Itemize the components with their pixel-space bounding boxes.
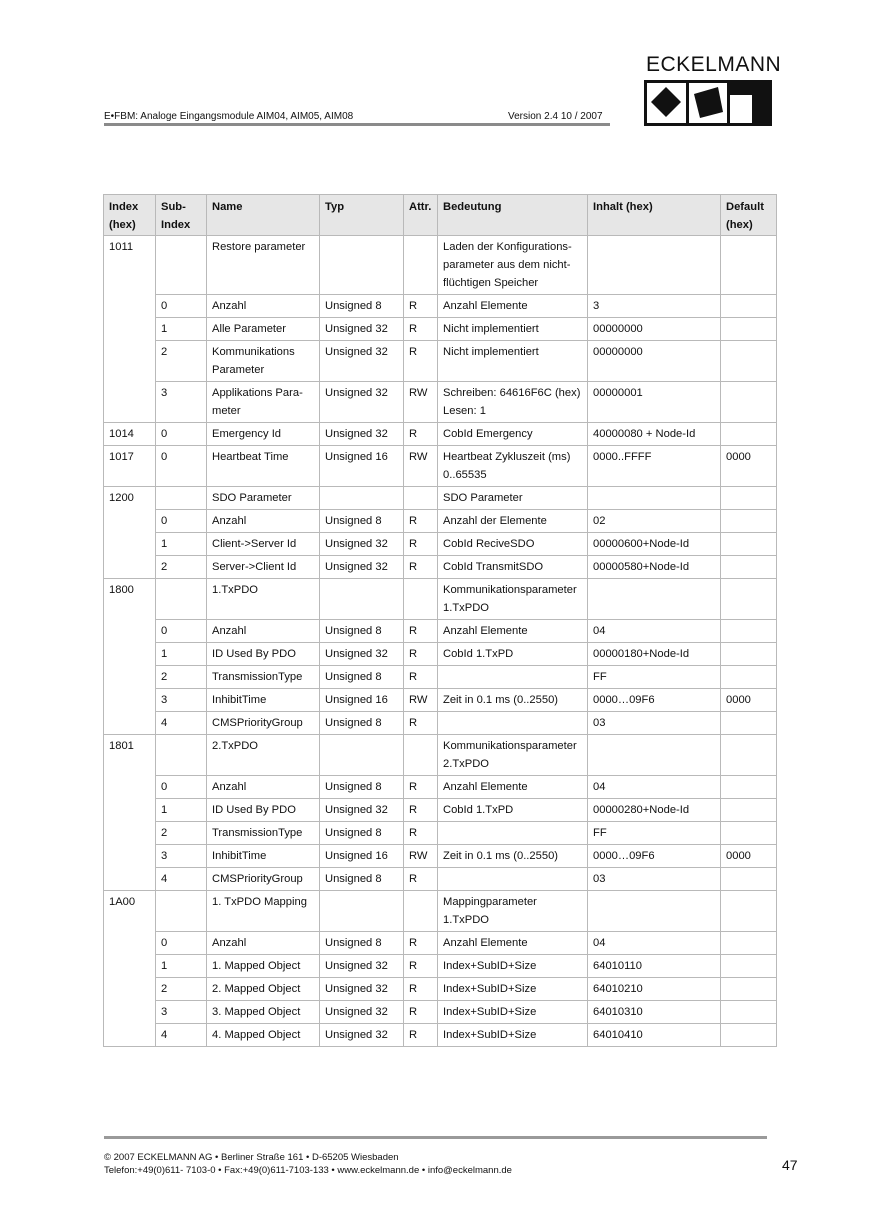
cell-index: 1014 <box>104 423 156 446</box>
cell-name: Server->Client Id <box>207 556 320 579</box>
cell-inhalt: 64010110 <box>588 955 721 978</box>
cell-default <box>721 620 777 643</box>
cell-inhalt: 03 <box>588 712 721 735</box>
table-row <box>104 776 777 799</box>
cell-default <box>721 341 777 382</box>
cell-attr: R <box>404 620 438 643</box>
cell-attr: R <box>404 295 438 318</box>
table-row <box>104 932 777 955</box>
cell-inhalt: 04 <box>588 620 721 643</box>
table-row <box>104 845 777 868</box>
table-row <box>104 955 777 978</box>
header-default: Default (hex) <box>721 195 777 236</box>
cell-sub: 0 <box>156 423 207 446</box>
cell-bedeutung: Index+SubID+Size <box>438 1024 588 1047</box>
cell-inhalt: 64010210 <box>588 978 721 1001</box>
cell-bedeutung: Index+SubID+Size <box>438 1001 588 1024</box>
cell-index <box>104 510 156 533</box>
cell-bedeutung: Index+SubID+Size <box>438 978 588 1001</box>
cell-attr <box>404 735 438 776</box>
cell-index: 1200 <box>104 487 156 510</box>
cell-default <box>721 955 777 978</box>
cell-default <box>721 556 777 579</box>
cell-sub: 0 <box>156 620 207 643</box>
cell-attr: R <box>404 341 438 382</box>
cell-bedeutung: Anzahl der Elemente <box>438 510 588 533</box>
cell-bedeutung: Anzahl Elemente <box>438 932 588 955</box>
cell-index <box>104 1024 156 1047</box>
cell-default <box>721 932 777 955</box>
cell-inhalt: 3 <box>588 295 721 318</box>
cell-inhalt: 04 <box>588 776 721 799</box>
cell-inhalt <box>588 735 721 776</box>
header-inhalt: Inhalt (hex) <box>588 195 721 236</box>
table-row <box>104 868 777 891</box>
eckelmann-logo-icon <box>644 80 772 126</box>
cell-name: Alle Parameter <box>207 318 320 341</box>
cell-index <box>104 776 156 799</box>
cell-index <box>104 978 156 1001</box>
cell-index <box>104 341 156 382</box>
cell-index: 1800 <box>104 579 156 620</box>
cell-name: 1. Mapped Object <box>207 955 320 978</box>
cell-name: TransmissionType <box>207 822 320 845</box>
cell-index: 1A00 <box>104 891 156 932</box>
cell-bedeutung: CobId 1.TxPD <box>438 799 588 822</box>
cell-default <box>721 735 777 776</box>
table-row <box>104 1001 777 1024</box>
cell-bedeutung: Nicht implementiert <box>438 318 588 341</box>
cell-attr: R <box>404 1001 438 1024</box>
cell-typ <box>320 236 404 295</box>
cell-sub: 4 <box>156 1024 207 1047</box>
cell-typ <box>320 579 404 620</box>
cell-typ: Unsigned 8 <box>320 776 404 799</box>
cell-index <box>104 643 156 666</box>
cell-name: Anzahl <box>207 510 320 533</box>
cell-typ: Unsigned 8 <box>320 712 404 735</box>
cell-sub: 3 <box>156 382 207 423</box>
cell-typ: Unsigned 32 <box>320 318 404 341</box>
table-row <box>104 712 777 735</box>
cell-name: Anzahl <box>207 620 320 643</box>
cell-default <box>721 487 777 510</box>
cell-sub: 2 <box>156 666 207 689</box>
cell-bedeutung: Kommunikationsparameter 1.TxPDO <box>438 579 588 620</box>
cell-typ <box>320 891 404 932</box>
cell-inhalt: 00000000 <box>588 318 721 341</box>
cell-attr: R <box>404 978 438 1001</box>
cell-index <box>104 845 156 868</box>
cell-attr <box>404 579 438 620</box>
table-row <box>104 689 777 712</box>
cell-typ: Unsigned 32 <box>320 955 404 978</box>
cell-index <box>104 666 156 689</box>
cell-inhalt <box>588 487 721 510</box>
cell-inhalt: 64010410 <box>588 1024 721 1047</box>
table-row <box>104 318 777 341</box>
cell-default <box>721 510 777 533</box>
cell-bedeutung: Anzahl Elemente <box>438 776 588 799</box>
table-row <box>104 423 777 446</box>
cell-typ: Unsigned 8 <box>320 295 404 318</box>
cell-name: ID Used By PDO <box>207 799 320 822</box>
cell-index <box>104 318 156 341</box>
cell-sub: 0 <box>156 776 207 799</box>
table-row <box>104 556 777 579</box>
cell-bedeutung: Zeit in 0.1 ms (0..2550) <box>438 845 588 868</box>
cell-name: Anzahl <box>207 932 320 955</box>
cell-index <box>104 382 156 423</box>
cell-inhalt: FF <box>588 666 721 689</box>
cell-default <box>721 868 777 891</box>
table-row <box>104 822 777 845</box>
cell-default <box>721 295 777 318</box>
cell-sub: 2 <box>156 822 207 845</box>
cell-name: SDO Parameter <box>207 487 320 510</box>
cell-index <box>104 620 156 643</box>
cell-name: Anzahl <box>207 295 320 318</box>
table-row <box>104 533 777 556</box>
cell-index: 1011 <box>104 236 156 295</box>
cell-bedeutung: Nicht implementiert <box>438 341 588 382</box>
cell-bedeutung: Mappingparameter 1.TxPDO <box>438 891 588 932</box>
table-row <box>104 891 777 932</box>
table-row <box>104 510 777 533</box>
table-row <box>104 446 777 487</box>
cell-index <box>104 799 156 822</box>
cell-bedeutung: Zeit in 0.1 ms (0..2550) <box>438 689 588 712</box>
cell-name: ID Used By PDO <box>207 643 320 666</box>
cell-bedeutung: SDO Parameter <box>438 487 588 510</box>
cell-default <box>721 712 777 735</box>
cell-default: 0000 <box>721 689 777 712</box>
cell-inhalt: 00000580+Node-Id <box>588 556 721 579</box>
header-divider <box>104 123 610 126</box>
object-directory-table <box>103 194 777 1047</box>
cell-attr: RW <box>404 446 438 487</box>
cell-typ: Unsigned 8 <box>320 620 404 643</box>
cell-sub: 4 <box>156 712 207 735</box>
cell-index <box>104 689 156 712</box>
cell-index <box>104 556 156 579</box>
table-row <box>104 382 777 423</box>
cell-default <box>721 579 777 620</box>
cell-typ: Unsigned 32 <box>320 341 404 382</box>
header-subindex: Sub- Index <box>156 195 207 236</box>
cell-index <box>104 533 156 556</box>
cell-attr: R <box>404 510 438 533</box>
cell-typ: Unsigned 32 <box>320 1024 404 1047</box>
table-row <box>104 579 777 620</box>
cell-default <box>721 1001 777 1024</box>
cell-inhalt: 00000180+Node-Id <box>588 643 721 666</box>
cell-sub: 1 <box>156 799 207 822</box>
cell-sub: 0 <box>156 295 207 318</box>
cell-bedeutung: Laden der Konfigurations-parameter aus dem nicht-flüchtigen Speicher <box>438 236 588 295</box>
cell-typ: Unsigned 32 <box>320 799 404 822</box>
cell-inhalt <box>588 579 721 620</box>
cell-inhalt: 00000280+Node-Id <box>588 799 721 822</box>
cell-sub <box>156 891 207 932</box>
cell-name: 1. TxPDO Mapping <box>207 891 320 932</box>
cell-name: InhibitTime <box>207 845 320 868</box>
cell-sub: 1 <box>156 643 207 666</box>
cell-inhalt: FF <box>588 822 721 845</box>
cell-name: CMSPriorityGroup <box>207 868 320 891</box>
cell-name: Restore parameter <box>207 236 320 295</box>
cell-sub: 3 <box>156 845 207 868</box>
table-row <box>104 236 777 295</box>
cell-sub <box>156 579 207 620</box>
cell-default <box>721 533 777 556</box>
cell-sub: 4 <box>156 868 207 891</box>
cell-bedeutung <box>438 822 588 845</box>
cell-attr <box>404 236 438 295</box>
cell-typ: Unsigned 32 <box>320 556 404 579</box>
cell-default <box>721 423 777 446</box>
header-typ: Typ <box>320 195 404 236</box>
table-row <box>104 666 777 689</box>
table-row <box>104 620 777 643</box>
cell-inhalt: 04 <box>588 932 721 955</box>
cell-attr: R <box>404 799 438 822</box>
cell-typ: Unsigned 32 <box>320 382 404 423</box>
cell-attr: R <box>404 666 438 689</box>
cell-attr: R <box>404 712 438 735</box>
cell-name: 4. Mapped Object <box>207 1024 320 1047</box>
cell-attr: R <box>404 776 438 799</box>
cell-sub <box>156 487 207 510</box>
cell-bedeutung <box>438 666 588 689</box>
cell-inhalt: 00000600+Node-Id <box>588 533 721 556</box>
cell-index: 1801 <box>104 735 156 776</box>
footer-address: © 2007 ECKELMANN AG • Berliner Straße 161 • D-65205 Wiesbaden <box>104 1152 399 1163</box>
cell-attr: R <box>404 318 438 341</box>
cell-name: Anzahl <box>207 776 320 799</box>
cell-default: 0000 <box>721 446 777 487</box>
table-row <box>104 295 777 318</box>
cell-name: InhibitTime <box>207 689 320 712</box>
cell-typ: Unsigned 8 <box>320 868 404 891</box>
cell-typ: Unsigned 32 <box>320 978 404 1001</box>
cell-attr: R <box>404 1024 438 1047</box>
cell-typ: Unsigned 32 <box>320 423 404 446</box>
cell-sub <box>156 236 207 295</box>
cell-attr: RW <box>404 845 438 868</box>
cell-sub: 1 <box>156 318 207 341</box>
cell-attr: R <box>404 556 438 579</box>
cell-sub: 1 <box>156 533 207 556</box>
cell-typ: Unsigned 32 <box>320 533 404 556</box>
footer-contact: Telefon:+49(0)611- 7103-0 • Fax:+49(0)611-7103-133 • www.eckelmann.de • info@eckelmann.de <box>104 1165 512 1176</box>
cell-name: Kommunikations Parameter <box>207 341 320 382</box>
cell-bedeutung: Index+SubID+Size <box>438 955 588 978</box>
cell-sub: 1 <box>156 955 207 978</box>
cell-bedeutung: Anzahl Elemente <box>438 295 588 318</box>
cell-bedeutung <box>438 712 588 735</box>
table-row <box>104 978 777 1001</box>
cell-bedeutung: Schreiben: 64616F6C (hex) Lesen: 1 <box>438 382 588 423</box>
cell-index <box>104 932 156 955</box>
cell-sub: 2 <box>156 978 207 1001</box>
header-name: Name <box>207 195 320 236</box>
cell-sub: 2 <box>156 556 207 579</box>
cell-bedeutung: Heartbeat Zykluszeit (ms) 0..65535 <box>438 446 588 487</box>
cell-name: 2. Mapped Object <box>207 978 320 1001</box>
cell-typ: Unsigned 16 <box>320 845 404 868</box>
cell-sub: 0 <box>156 932 207 955</box>
cell-attr: R <box>404 868 438 891</box>
cell-inhalt <box>588 891 721 932</box>
header-index: Index (hex) <box>104 195 156 236</box>
cell-attr: R <box>404 955 438 978</box>
cell-default <box>721 799 777 822</box>
footer-divider <box>104 1136 767 1139</box>
cell-sub: 3 <box>156 689 207 712</box>
cell-inhalt: 40000080 + Node-Id <box>588 423 721 446</box>
cell-name: 3. Mapped Object <box>207 1001 320 1024</box>
table-row <box>104 735 777 776</box>
cell-name: CMSPriorityGroup <box>207 712 320 735</box>
cell-attr: RW <box>404 382 438 423</box>
cell-bedeutung: CobId 1.TxPD <box>438 643 588 666</box>
document-version: Version 2.4 10 / 2007 <box>508 111 603 122</box>
cell-typ: Unsigned 8 <box>320 822 404 845</box>
cell-name: Applikations Para-meter <box>207 382 320 423</box>
cell-index <box>104 295 156 318</box>
cell-default <box>721 776 777 799</box>
cell-inhalt: 0000..FFFF <box>588 446 721 487</box>
table-row <box>104 487 777 510</box>
cell-attr <box>404 891 438 932</box>
cell-name: 2.TxPDO <box>207 735 320 776</box>
cell-attr: R <box>404 932 438 955</box>
table-row <box>104 799 777 822</box>
cell-inhalt: 0000…09F6 <box>588 845 721 868</box>
cell-default <box>721 382 777 423</box>
cell-typ <box>320 735 404 776</box>
cell-bedeutung: Kommunikationsparameter 2.TxPDO <box>438 735 588 776</box>
cell-sub <box>156 735 207 776</box>
cell-sub: 0 <box>156 510 207 533</box>
cell-default <box>721 318 777 341</box>
cell-bedeutung: CobId ReciveSDO <box>438 533 588 556</box>
brand-name: ECKELMANN <box>646 53 782 76</box>
cell-index <box>104 1001 156 1024</box>
cell-inhalt: 0000…09F6 <box>588 689 721 712</box>
cell-inhalt: 00000000 <box>588 341 721 382</box>
cell-typ: Unsigned 16 <box>320 446 404 487</box>
cell-index <box>104 712 156 735</box>
page-number: 47 <box>782 1157 798 1173</box>
cell-name: Emergency Id <box>207 423 320 446</box>
cell-typ: Unsigned 32 <box>320 643 404 666</box>
cell-default <box>721 1024 777 1047</box>
cell-index <box>104 868 156 891</box>
cell-sub: 3 <box>156 1001 207 1024</box>
cell-attr: R <box>404 423 438 446</box>
cell-default <box>721 891 777 932</box>
cell-bedeutung: CobId Emergency <box>438 423 588 446</box>
cell-default <box>721 978 777 1001</box>
cell-attr: R <box>404 643 438 666</box>
cell-typ: Unsigned 16 <box>320 689 404 712</box>
cell-typ: Unsigned 8 <box>320 510 404 533</box>
cell-attr <box>404 487 438 510</box>
cell-name: 1.TxPDO <box>207 579 320 620</box>
cell-bedeutung <box>438 868 588 891</box>
cell-typ: Unsigned 8 <box>320 932 404 955</box>
cell-inhalt <box>588 236 721 295</box>
cell-inhalt: 64010310 <box>588 1001 721 1024</box>
cell-inhalt: 03 <box>588 868 721 891</box>
cell-default: 0000 <box>721 845 777 868</box>
cell-attr: RW <box>404 689 438 712</box>
cell-index <box>104 822 156 845</box>
cell-attr: R <box>404 822 438 845</box>
cell-index: 1017 <box>104 446 156 487</box>
cell-sub: 2 <box>156 341 207 382</box>
cell-typ <box>320 487 404 510</box>
cell-name: TransmissionType <box>207 666 320 689</box>
header-attr: Attr. <box>404 195 438 236</box>
table-row <box>104 1024 777 1047</box>
cell-name: Heartbeat Time <box>207 446 320 487</box>
cell-bedeutung: CobId TransmitSDO <box>438 556 588 579</box>
table-header-row <box>104 195 777 236</box>
cell-bedeutung: Anzahl Elemente <box>438 620 588 643</box>
cell-index <box>104 955 156 978</box>
header-bedeutung: Bedeutung <box>438 195 588 236</box>
cell-inhalt: 00000001 <box>588 382 721 423</box>
cell-default <box>721 643 777 666</box>
cell-attr: R <box>404 533 438 556</box>
cell-default <box>721 236 777 295</box>
table-row <box>104 643 777 666</box>
document-title: E•FBM: Analoge Eingangsmodule AIM04, AIM05, AIM08 <box>104 111 354 122</box>
cell-default <box>721 822 777 845</box>
cell-inhalt: 02 <box>588 510 721 533</box>
cell-default <box>721 666 777 689</box>
cell-typ: Unsigned 32 <box>320 1001 404 1024</box>
cell-name: Client->Server Id <box>207 533 320 556</box>
table-row <box>104 341 777 382</box>
cell-sub: 0 <box>156 446 207 487</box>
cell-typ: Unsigned 8 <box>320 666 404 689</box>
